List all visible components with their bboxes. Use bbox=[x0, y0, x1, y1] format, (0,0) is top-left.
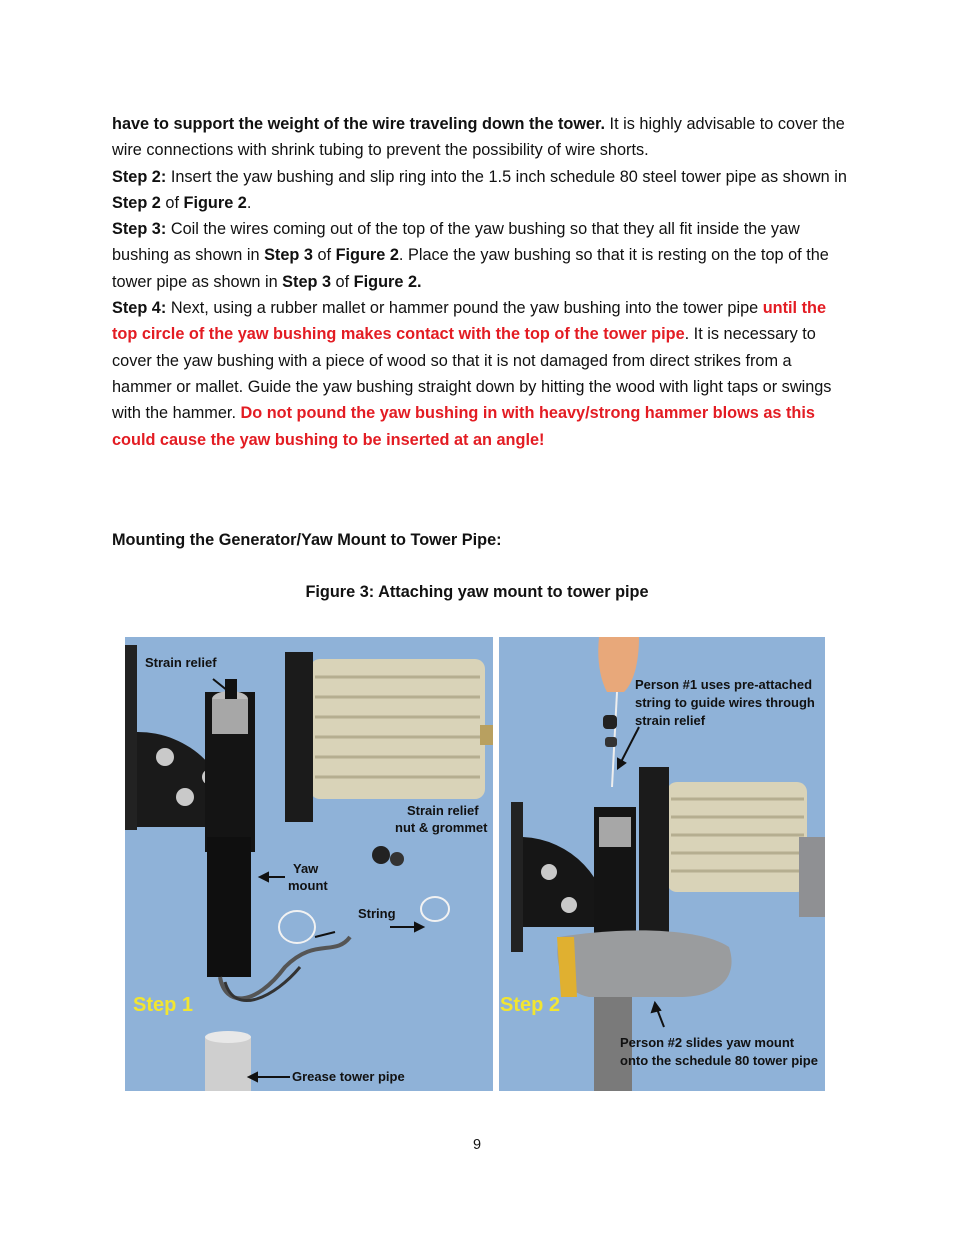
paragraph bbox=[112, 164, 848, 217]
photo-step-1 bbox=[125, 637, 493, 1091]
label-step-1: Step 1 bbox=[133, 994, 194, 1016]
text-run: Step 2 bbox=[112, 193, 161, 212]
label-person1-line1: Person #1 uses pre-attached bbox=[635, 677, 813, 692]
label-step-2: Step 2 bbox=[500, 994, 561, 1016]
label-nut-grommet-line1: Strain relief bbox=[407, 803, 479, 818]
text-run: Insert the yaw bushing and slip ring into the 1.5 inch schedule 80 steel tower pipe as shown in bbox=[166, 167, 847, 186]
label-grease-tower-pipe: Grease tower pipe bbox=[292, 1069, 405, 1084]
text-run: until the top circle of the yaw bushing makes contact with the top of the tower pipe bbox=[112, 299, 827, 344]
text-run: of bbox=[160, 193, 184, 212]
label-person2-line2: onto the schedule 80 tower pipe bbox=[620, 1053, 818, 1068]
text-run: . bbox=[246, 193, 252, 212]
text-run: Step 3 bbox=[282, 272, 332, 291]
photo-step-2 bbox=[499, 637, 825, 1091]
text-run: Step 4: bbox=[112, 299, 167, 318]
text-run: . Place the yaw bushing so that it is resting on the top of the tower pipe as shown in bbox=[112, 246, 829, 291]
page-number: 9 bbox=[472, 1137, 482, 1153]
text-run: It is highly advisable to cover the wire connections with shrink tubing to prevent the possibility of wire shorts. bbox=[112, 115, 845, 160]
section-heading: Mounting the Generator/Yaw Mount to Tower Pipe: bbox=[112, 531, 502, 549]
text-run: Figure 2 bbox=[335, 246, 399, 265]
text-run: Step 3 bbox=[264, 246, 313, 265]
body-text bbox=[112, 111, 848, 453]
text-run: Step 3: bbox=[112, 220, 167, 239]
label-person2-line1: Person #2 slides yaw mount bbox=[620, 1035, 795, 1050]
text-run: . It is necessary to cover the yaw bushing with a piece of wood so that it is not damaged from direct strikes from a hammer or mallet. Guide the yaw bushing straight down by hitting the wood with light taps or swings with the hammer. bbox=[112, 325, 832, 423]
paragraph bbox=[112, 216, 848, 295]
label-nut-grommet-line2: nut & grommet bbox=[395, 820, 488, 835]
label-person1-line3: strain relief bbox=[635, 713, 706, 728]
text-run: have to support the weight of the wire traveling down the tower. bbox=[112, 115, 606, 133]
label-yaw-line2: mount bbox=[288, 878, 328, 893]
text-run: Figure 2 bbox=[183, 193, 247, 212]
label-string: String bbox=[358, 906, 396, 921]
photo-step-2-graphic bbox=[499, 637, 825, 1091]
label-person1-line2: string to guide wires through bbox=[635, 695, 815, 710]
photo-step-1-graphic bbox=[125, 637, 493, 1091]
text-run: of bbox=[331, 272, 354, 291]
text-run: of bbox=[312, 246, 336, 265]
text-run: Step 2: bbox=[112, 167, 167, 186]
text-run: Do not pound the yaw bushing in with heavy/strong hammer blows as this could cause the yaw bushing to be inserted at an angle! bbox=[112, 404, 815, 449]
text-run: Coil the wires coming out of the top of the yaw bushing so that they all fit inside the yaw bushing as shown in bbox=[112, 220, 800, 265]
label-strain-relief: Strain relief bbox=[145, 655, 217, 670]
text-run: Figure 2. bbox=[353, 272, 422, 291]
label-yaw-line1: Yaw bbox=[293, 861, 319, 876]
text-run: Next, using a rubber mallet or hammer pound the yaw bushing into the tower pipe bbox=[166, 299, 763, 318]
figure-caption: Figure 3: Attaching yaw mount to tower pipe bbox=[305, 583, 649, 601]
paragraph bbox=[112, 111, 848, 164]
paragraph bbox=[112, 295, 848, 453]
